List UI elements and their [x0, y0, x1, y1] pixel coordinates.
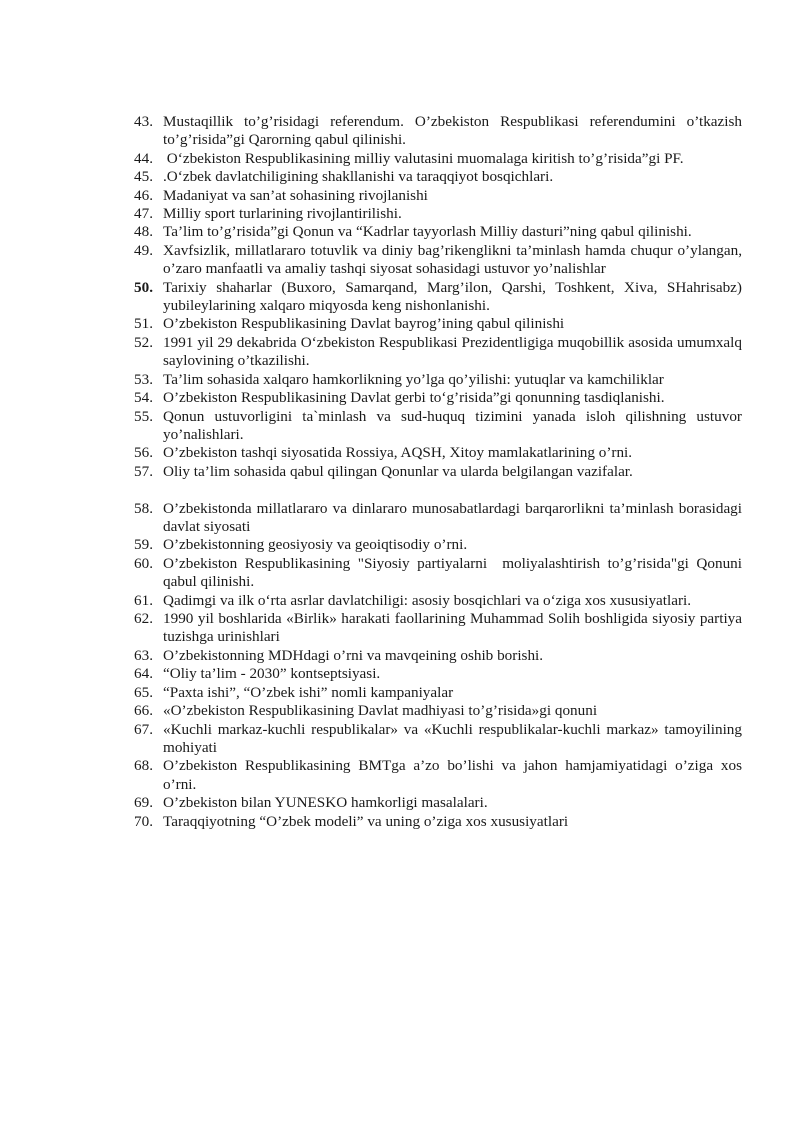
item-number: 68.	[134, 757, 153, 775]
item-text: O’zbekiston bilan YUNESKO hamkorligi masalalari.	[163, 794, 488, 812]
item-number: 67.	[134, 720, 153, 738]
item-text: Oliy ta’lim sohasida qabul qilingan Qonunlar va ularda belgilangan vazifalar.	[163, 462, 633, 480]
item-text: Mustaqillik to’g’risidagi referendum. O’zbekiston Respublikasi referendumini o’tkazish to’g’risida”gi Qarorning qabul qilinishi.	[163, 113, 742, 149]
item-number: 46.	[134, 186, 153, 204]
item-number: 55.	[134, 407, 153, 425]
item-number: 61.	[134, 591, 153, 609]
item-text: “Paxta ishi”, “O’zbek ishi” nomli kampaniyalar	[163, 683, 454, 701]
item-number: 64.	[134, 665, 153, 683]
item-text: Milliy sport turlarining rivojlantirilishi.	[163, 205, 402, 223]
item-number: 53.	[134, 370, 153, 388]
list-item	[134, 813, 742, 831]
item-text: O‘zbekiston Respublikasining milliy valutasini muomalaga kiritish to’g’risida”gi PF.	[163, 149, 684, 167]
item-text: Qadimgi va ilk o‘rta asrlar davlatchiligi: asosiy bosqichlari va o‘ziga xos xususiyatlari.	[163, 591, 692, 609]
item-text: Madaniyat va san’at sohasining rivojlanishi	[163, 186, 428, 204]
list-item	[134, 334, 742, 371]
item-number: 69.	[134, 794, 153, 812]
item-text: Ta’lim to’g’risida”gi Qonun va “Kadrlar tayyorlash Milliy dasturi”ning qabul qilinishi.	[163, 223, 692, 241]
item-text: Taraqqiyotning “O’zbek modeli” va uning o’ziga xos xususiyatlari	[163, 812, 569, 830]
item-number: 45.	[134, 168, 153, 186]
item-text: Ta’lim sohasida xalqaro hamkorlikning yo’lga qo’yilishi: yutuqlar va kamchiliklar	[163, 370, 664, 388]
item-text: 1991 yil 29 dekabrida O‘zbekiston Respublikasi Prezidentligiga muqobillik asosida umumxalq saylovining o’tkazilishi.	[163, 333, 742, 370]
item-text: Qonun ustuvorligini ta`minlash va sud-huquq tizimini yanada isloh qilishning ustuvor yo’nalishlari.	[163, 407, 742, 443]
item-number: 51.	[134, 315, 153, 333]
list-item	[134, 389, 742, 407]
list-item	[134, 647, 742, 665]
item-number: 63.	[134, 646, 153, 664]
list-item	[134, 463, 742, 481]
item-text: O’zbekiston tashqi siyosatida Rossiya, AQSH, Xitoy mamlakatlarining o’rni.	[163, 444, 633, 462]
item-number: 52.	[134, 333, 153, 351]
list-item	[134, 757, 742, 794]
item-text: O’zbekiston Respublikasining Davlat gerbi to‘g’risida”gi qonunning tasdiqlanishi.	[163, 389, 665, 407]
item-number: 59.	[134, 536, 153, 554]
list-item	[134, 610, 742, 647]
list-item	[134, 684, 742, 702]
item-text: «O’zbekiston Respublikasining Davlat madhiyasi to’g’risida»gi qonuni	[163, 702, 598, 720]
list-item	[134, 168, 742, 186]
list-item	[134, 536, 742, 554]
item-number: 58.	[134, 499, 153, 517]
list-item	[134, 592, 742, 610]
item-number: 43.	[134, 113, 153, 130]
list-item	[134, 205, 742, 223]
list-item	[134, 223, 742, 241]
item-text: «Kuchli markaz-kuchli respublikalar» va «Kuchli respublikalar-kuchli markaz» tamoyilining mohiyati	[163, 720, 742, 756]
item-text: O’zbekistonning MDHdagi o’rni va mavqeining oshib borishi.	[163, 646, 544, 664]
list-item	[134, 702, 742, 720]
list-item	[134, 113, 742, 150]
item-text: Tarixiy shaharlar (Buxoro, Samarqand, Marg’ilon, Qarshi, Toshkent, Xiva, SHahrisabz) yubileylarining xalqaro miqyosda keng nishonlanishi.	[163, 278, 742, 315]
list-item	[134, 242, 742, 279]
list-item	[134, 371, 742, 389]
list-item	[134, 444, 742, 462]
question-list	[134, 113, 746, 831]
list-item	[134, 500, 742, 537]
list-item	[134, 554, 746, 592]
item-number: 48.	[134, 223, 153, 241]
item-text: O’zbekiston Respublikasining Davlat bayrog’ining qabul qilinishi	[163, 315, 565, 333]
item-text: .O‘zbek davlatchiligining shakllanishi va taraqqiyot bosqichlari.	[163, 168, 554, 186]
item-number: 47.	[134, 205, 153, 223]
item-number: 62.	[134, 610, 153, 628]
item-number: 65.	[134, 683, 153, 701]
item-number: 44.	[134, 149, 153, 167]
list-item	[134, 794, 742, 812]
list-item	[134, 665, 742, 683]
list-item	[134, 187, 742, 205]
item-text: O’zbekiston Respublikasining "Siyosiy partiyalarni moliyalashtirish to’g’risida"gi Qonuni qabul qilinishi.	[163, 554, 746, 591]
list-item	[134, 721, 742, 758]
list-item	[134, 279, 742, 316]
item-number: 56.	[134, 444, 153, 462]
item-number: 49.	[134, 241, 153, 259]
item-number: 66.	[134, 702, 153, 720]
item-number: 60.	[134, 554, 153, 572]
list-item	[134, 315, 742, 333]
item-text: O’zbekiston Respublikasining BMTga a’zo bo’lishi va jahon hamjamiyatidagi o’ziga xos o’rni.	[163, 757, 742, 793]
item-text: 1990 yil boshlarida «Birlik» harakati faollarining Muhammad Solih boshligida siyosiy partiya tuzishga urinishlari	[163, 610, 742, 646]
item-number: 54.	[134, 389, 153, 407]
item-number: 50.	[134, 278, 153, 296]
item-text: O’zbekistonning geosiyosiy va geoiqtisodiy o’rni.	[163, 536, 468, 554]
item-text: “Oliy ta’lim - 2030” kontseptsiyasi.	[163, 665, 381, 683]
item-text: O’zbekistonda millatlararo va dinlararo munosabatlardagi barqarorlikni ta’minlash borasidagi davlat siyosati	[163, 499, 742, 536]
list-item	[134, 408, 742, 445]
item-number: 57.	[134, 462, 153, 480]
item-text: Xavfsizlik, millatlararo totuvlik va diniy bag’rikenglikni ta’minlash hamda chuqur o’ylangan, o’zaro manfaatli va amaliy tashqi siyosat sohasidagi ustuvor yo’nalishlar	[163, 241, 742, 278]
item-number: 70.	[134, 812, 153, 830]
blank-line	[134, 481, 742, 500]
list-item	[134, 150, 742, 168]
